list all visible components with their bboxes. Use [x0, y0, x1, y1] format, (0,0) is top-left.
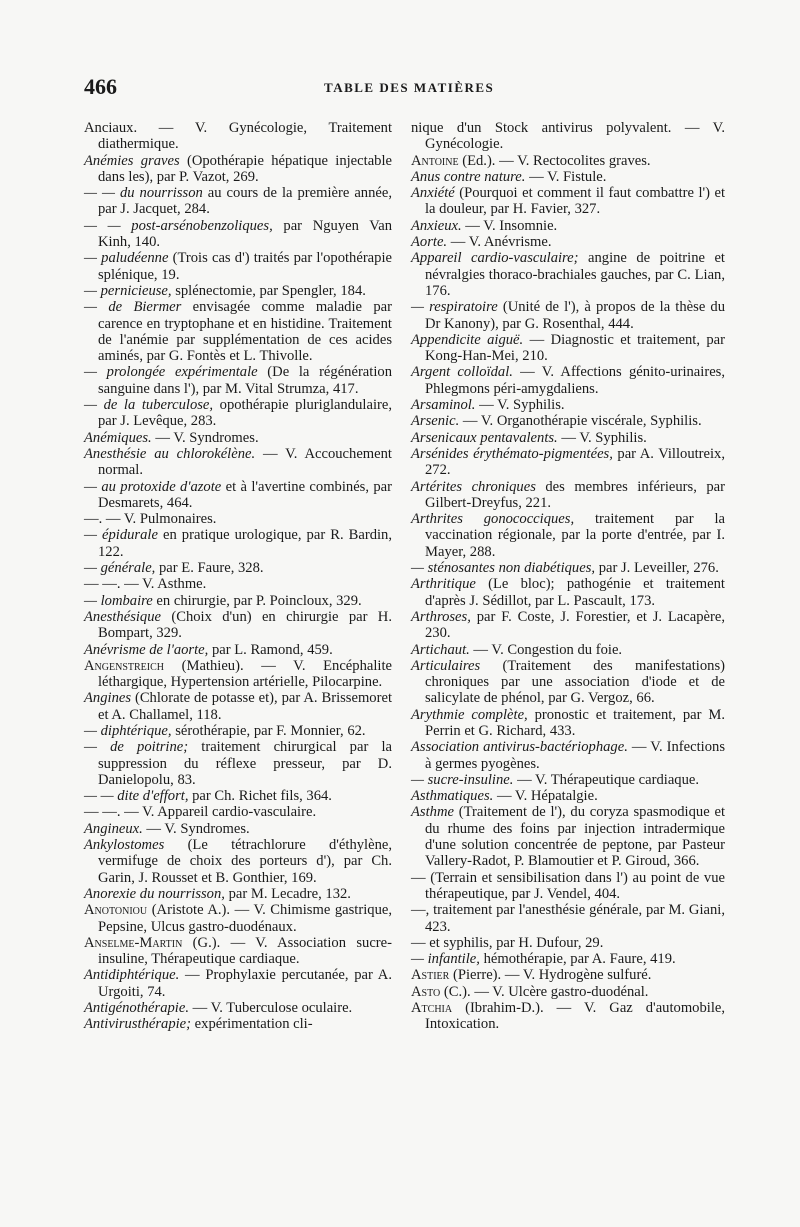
entry-term: —. — V. [84, 511, 137, 528]
entry-term: Arsaminol. [411, 397, 476, 414]
index-entry [411, 772, 725, 788]
entry-term: — de la tuberculose, [84, 397, 214, 414]
entry-text: en chirurgie, par P. Poincloux, 329. [152, 592, 362, 609]
entry-term: Argent colloïdal. [411, 364, 513, 381]
entry-text: — V. Accouchement normal. [98, 445, 392, 479]
index-entry [411, 185, 725, 218]
index-entry [411, 413, 725, 429]
index-entry [84, 250, 392, 283]
index-entry [411, 642, 725, 658]
index-entry [411, 364, 725, 397]
entry-term: Atchia [411, 1000, 453, 1017]
index-entry [411, 218, 725, 234]
index-entry [84, 446, 392, 479]
entry-text: — V. Hépatalgie. [493, 788, 598, 805]
entry-text: traitement par la vaccination régionale, par la porte d'entrée, par I. Mayer, 288. [425, 511, 725, 560]
entry-term: Anesthésie au chlorokélène. [84, 445, 256, 462]
entry-term: Anxiété [411, 185, 455, 202]
index-entry [411, 707, 725, 740]
index-entry [411, 984, 725, 1000]
entry-text: (Trois cas d') traités par l'opothérapie splénique, 19. [98, 250, 392, 283]
index-entry [84, 804, 392, 820]
index-entry [411, 479, 725, 512]
index-entry [84, 299, 392, 364]
entry-text: (Mathieu). — V. Encéphalite léthargique, Hypertension artérielle, Pilocarpine. [98, 657, 392, 691]
entry-term: Anus contre nature. [411, 168, 526, 185]
entry-text: angine de poitrine et névralgies thoraco-brachiales gauches, par C. Lian, 176. [425, 250, 725, 299]
entry-term: Anotoniou [84, 902, 148, 919]
entry-term: Anémies graves [84, 152, 180, 169]
index-entry [411, 967, 725, 983]
index-entry [84, 560, 392, 576]
entry-text: traitement chirurgical par la suppression du réflexe presseur, par D. Danielopolu, 83. [98, 739, 392, 788]
index-entry [84, 364, 392, 397]
entry-text: hémothérapie, par A. Faure, 419. [479, 951, 676, 968]
entry-text: par H. Dufour, 29. [492, 934, 604, 951]
entry-text: — V. Tuberculose oculaire. [188, 1000, 353, 1017]
entry-term: — épidurale [84, 527, 158, 544]
entry-text: Pulmonaires. [136, 511, 217, 528]
index-entry [84, 576, 392, 592]
entry-term: — lombaire [84, 592, 153, 609]
index-entry [411, 250, 725, 299]
entry-term: Anévrisme de l'aorte, [84, 641, 209, 658]
entry-text: — V. Thérapeutique cardiaque. [513, 771, 700, 788]
entry-term: Arsenicaux pentavalents. [411, 429, 558, 446]
entry-text: au cours de la première année, par J. Jacquet, 284. [98, 185, 392, 218]
entry-text: traitement par l'anesthésie générale, par M. Giani, 423. [425, 902, 725, 935]
index-entry [84, 479, 392, 512]
index-entry [84, 690, 392, 723]
index-entry [411, 430, 725, 446]
index-entry [411, 397, 725, 413]
entry-text: (Traitement de l'), du coryza spasmodique et du rhume des foins par injection intradermique d'une solution concentrée de peptone, par Pasteur Vallery-Radot, P. Blamoutier et P. Giroud, 366. [425, 804, 725, 870]
entry-term: — prolongée expérimentale [84, 364, 258, 381]
entry-term: — [411, 869, 426, 886]
entry-text: — V. Gynécologie, Traitement diathermique. [98, 120, 392, 153]
entry-term: Arthritique [411, 576, 476, 593]
index-entry [84, 837, 392, 886]
entry-term: — infantile, [411, 951, 480, 968]
entry-term: — — du nourrisson [84, 185, 203, 202]
index-entry [411, 1000, 725, 1033]
entry-term: Association antivirus-bactériophage. [411, 739, 628, 756]
entry-text: — V. Syphilis. [475, 397, 565, 414]
index-entry [84, 788, 392, 804]
page-number: 466 [84, 74, 117, 99]
entry-text: Appareil cardio-vasculaire. [154, 804, 317, 821]
entry-text: — V. Insomnie. [461, 217, 558, 234]
index-entry [411, 902, 725, 935]
entry-term: Asthme [411, 804, 454, 821]
index-entry [84, 642, 392, 658]
index-entry [84, 658, 392, 691]
index-entry [84, 902, 392, 935]
entry-term: Appareil cardio-vasculaire; [411, 250, 579, 267]
entry-text: — V. Organothérapie viscérale, Syphilis. [459, 413, 702, 430]
entry-term: Arthrites gonococciques, [411, 511, 575, 528]
entry-term: Angines [84, 690, 132, 707]
entry-text: (Chlorate de potasse et), par A. Brissemoret et A. Challamel, 118. [98, 690, 392, 723]
entry-term: — générale, [84, 560, 156, 577]
index-entry [411, 658, 725, 707]
entry-text: sérothérapie, par F. Monnier, 62. [171, 722, 366, 739]
index-entry [84, 527, 392, 560]
entry-text: (Terrain et sensibilisation dans l') au point de vue thérapeutique, par J. Vendel, 404. [425, 869, 725, 902]
index-entry [411, 788, 725, 804]
entry-text: (Aristote A.). — V. Chimisme gastrique, Pepsine, Ulcus gastro-duodénaux. [98, 902, 392, 935]
index-entry [84, 397, 392, 430]
index-entry [84, 1016, 392, 1032]
entry-text: et à l'avertine combinés, par Desmarets, 464. [98, 478, 392, 511]
entry-text: — V. Syphilis. [557, 429, 647, 446]
entry-term: Arythmie complète, [411, 706, 528, 723]
index-entry [84, 935, 392, 968]
entry-text: (C.). — V. Ulcère gastro-duodénal. [440, 983, 649, 1000]
entry-text: (De la régénération sanguine dans l'), par M. Vital Strumza, 417. [98, 364, 392, 397]
entry-text: par L. Ramond, 459. [208, 641, 333, 658]
entry-text: (Le bloc); pathogénie et traitement d'après J. Sédillot, par L. Pascault, 173. [425, 576, 725, 609]
entry-text: (Ibrahim-D.). — V. Gaz d'automobile, Intoxication. [425, 1000, 725, 1033]
entry-text: splénectomie, par Spengler, 184. [171, 282, 366, 299]
entry-term: Astier [411, 967, 450, 984]
index-entry [84, 609, 392, 642]
entry-term: Artérites chroniques [411, 478, 536, 495]
entry-text: (Traitement des manifestations) chroniques par une association d'iode et de salicylate de phénol, par G. Vergoz, 66. [425, 657, 725, 707]
index-entry [411, 560, 725, 576]
entry-term: — sténosantes non diabétiques, [411, 560, 596, 577]
entry-term: — de poitrine; [84, 739, 189, 756]
entry-text: (Unité de l'), à propos de la thèse du Dr Kanony), par G. Rosenthal, 444. [425, 299, 725, 332]
entry-text: (Pierre). — V. Hydrogène sulfuré. [449, 967, 652, 984]
entry-term: Anselme-Martin [84, 934, 183, 951]
entry-text: Asthme. [154, 576, 207, 593]
index-entry [84, 120, 392, 153]
entry-term: Antivirusthérapie; [84, 1016, 192, 1033]
entry-term: Artichaut. [411, 641, 470, 658]
index-entry [411, 446, 725, 479]
entry-term: — au protoxide d'azote [84, 478, 222, 495]
entry-term: — sucre-insuline. [411, 771, 514, 788]
index-entry [84, 511, 392, 527]
entry-term: Asto [411, 983, 441, 1000]
index-entry [411, 951, 725, 967]
entry-term: — — dite d'effort, [84, 788, 189, 805]
entry-text: — Prophylaxie percutanée, par A. Urgoiti, 74. [98, 967, 392, 1000]
entry-term: Articulaires [411, 657, 481, 674]
index-entry [411, 739, 725, 772]
entry-term: Arsenic. [411, 413, 460, 430]
entry-term: Anesthésique [84, 608, 162, 625]
index-entry [411, 870, 725, 903]
entry-text: en pratique urologique, par R. Bardin, 122. [98, 527, 392, 560]
index-entry [411, 169, 725, 185]
entry-term: Arsénides érythémato-pigmentées, [411, 445, 613, 462]
index-entry [84, 723, 392, 739]
index-entry [411, 804, 725, 869]
entry-text: — V. Syndromes. [151, 429, 259, 446]
entry-term: Appendicite aiguë. [411, 331, 524, 348]
entry-term: — diphtérique, [84, 722, 172, 739]
entry-term: Angineux. [84, 820, 143, 837]
entry-term: Anxieux. [411, 217, 462, 234]
entry-text: — V. Congestion du foie. [469, 641, 623, 658]
entry-term: —, [411, 902, 430, 919]
entry-text: par Ch. Richet fils, 364. [188, 788, 332, 805]
entry-text: des membres inférieurs, par Gilbert-Dreyfus, 221. [425, 478, 725, 511]
entry-text: nique d'un Stock antivirus polyvalent. — V. Gynécologie. [411, 120, 725, 153]
entry-text: — V. Anévrisme. [447, 234, 552, 251]
entry-term: Antoine [411, 152, 459, 169]
entry-text: — V. Affections génito-urinaires, Phlegmons péri-amygdaliens. [425, 364, 725, 397]
index-entry [84, 430, 392, 446]
entry-text: — Diagnostic et traitement, par Kong-Han-Mei, 210. [425, 331, 726, 365]
index-entry [84, 967, 392, 1000]
entry-term: — de Biermer [84, 299, 182, 316]
index-entry [411, 609, 725, 642]
index-entry [411, 299, 725, 332]
entry-term: Ankylostomes [84, 837, 165, 854]
entry-term: — —. — V. [84, 576, 155, 593]
entry-term: Asthmatiques. [411, 788, 494, 805]
entry-term: — —. — V. [84, 804, 155, 821]
entry-text: expérimentation cli- [191, 1016, 313, 1033]
entry-text: (Opothérapie hépatique injectable dans les), par P. Vazot, 269. [98, 152, 392, 185]
entry-term: Antigénothérapie. [84, 1000, 189, 1017]
entry-text: envisagée comme maladie par carence en tryptophane et en histidine. Traitement de l'anémie par supplémentation de ces acides aminés, par G. Fontès et L. Thivolle. [98, 299, 392, 365]
entry-term: Anorexie du nourrisson, [84, 885, 225, 902]
entry-term: — et syphilis, [411, 934, 493, 951]
entry-term: Antidiphtérique. [84, 967, 180, 984]
entry-text: (G.). — V. Association sucre-insuline, Thérapeutique cardiaque. [98, 934, 392, 968]
index-entry [84, 283, 392, 299]
index-entry [411, 153, 725, 169]
index-entry [84, 153, 392, 186]
entry-term: — pernicieuse, [84, 282, 172, 299]
entry-text: par F. Coste, J. Forestier, et J. Lacapère, 230. [425, 608, 725, 642]
entry-text: par M. Lecadre, 132. [224, 885, 351, 902]
entry-text: — V. Syndromes. [142, 820, 250, 837]
index-entry [411, 332, 725, 365]
entry-term: — paludéenne [84, 250, 169, 267]
entry-term: Angenstreich [84, 657, 164, 674]
index-entry [84, 185, 392, 218]
index-entry [84, 218, 392, 251]
index-entry [84, 1000, 392, 1016]
index-entry [411, 935, 725, 951]
entry-text: pronostic et traitement, par M. Perrin et G. Richard, 433. [425, 706, 726, 739]
entry-text: par Nguyen Van Kinh, 140. [98, 217, 392, 251]
index-entry [411, 511, 725, 560]
entry-term: Anémiques. [84, 429, 152, 446]
entry-text: par E. Faure, 328. [155, 560, 264, 577]
index-entry [411, 120, 725, 153]
entry-text: (Le tétrachlorure d'éthylène, vermifuge de choix des porteurs d'), par Ch. Garin, J. Rousset et B. Gonthier, 169. [98, 837, 392, 886]
entry-term: — — post-arsénobenzoliques, [84, 217, 273, 234]
index-entry [84, 886, 392, 902]
index-entry [84, 821, 392, 837]
entry-text: — V. Infections à germes pyogènes. [425, 739, 726, 772]
entry-text: (Choix d'un) en chirurgie par H. Bompart, 329. [98, 608, 392, 642]
entry-text: — V. Fistule. [525, 168, 607, 185]
entry-text: par J. Leveiller, 276. [595, 560, 719, 577]
running-title: TABLE DES MATIÈRES [324, 80, 495, 95]
entry-term: Arthroses, [411, 608, 471, 625]
entry-term: Aorte. [411, 234, 448, 251]
entry-text: par A. Villoutreix, 272. [425, 445, 726, 479]
entry-term: Anciaux. [84, 120, 138, 136]
entry-text: (Pourquoi et comment il faut combattre l') et la douleur, par H. Favier, 327. [425, 185, 725, 218]
index-entry [84, 593, 392, 609]
index-entry [84, 739, 392, 788]
index-entry [411, 234, 725, 250]
index-entry [411, 576, 725, 609]
entry-text: (Ed.). — V. Rectocolites graves. [458, 152, 651, 169]
index-column-left [84, 120, 392, 1033]
entry-term: — respiratoire [411, 299, 498, 316]
index-column-right [411, 120, 725, 1033]
entry-text: opothérapie pluriglandulaire, par J. Levêque, 283. [98, 397, 392, 430]
page-header [84, 74, 724, 104]
